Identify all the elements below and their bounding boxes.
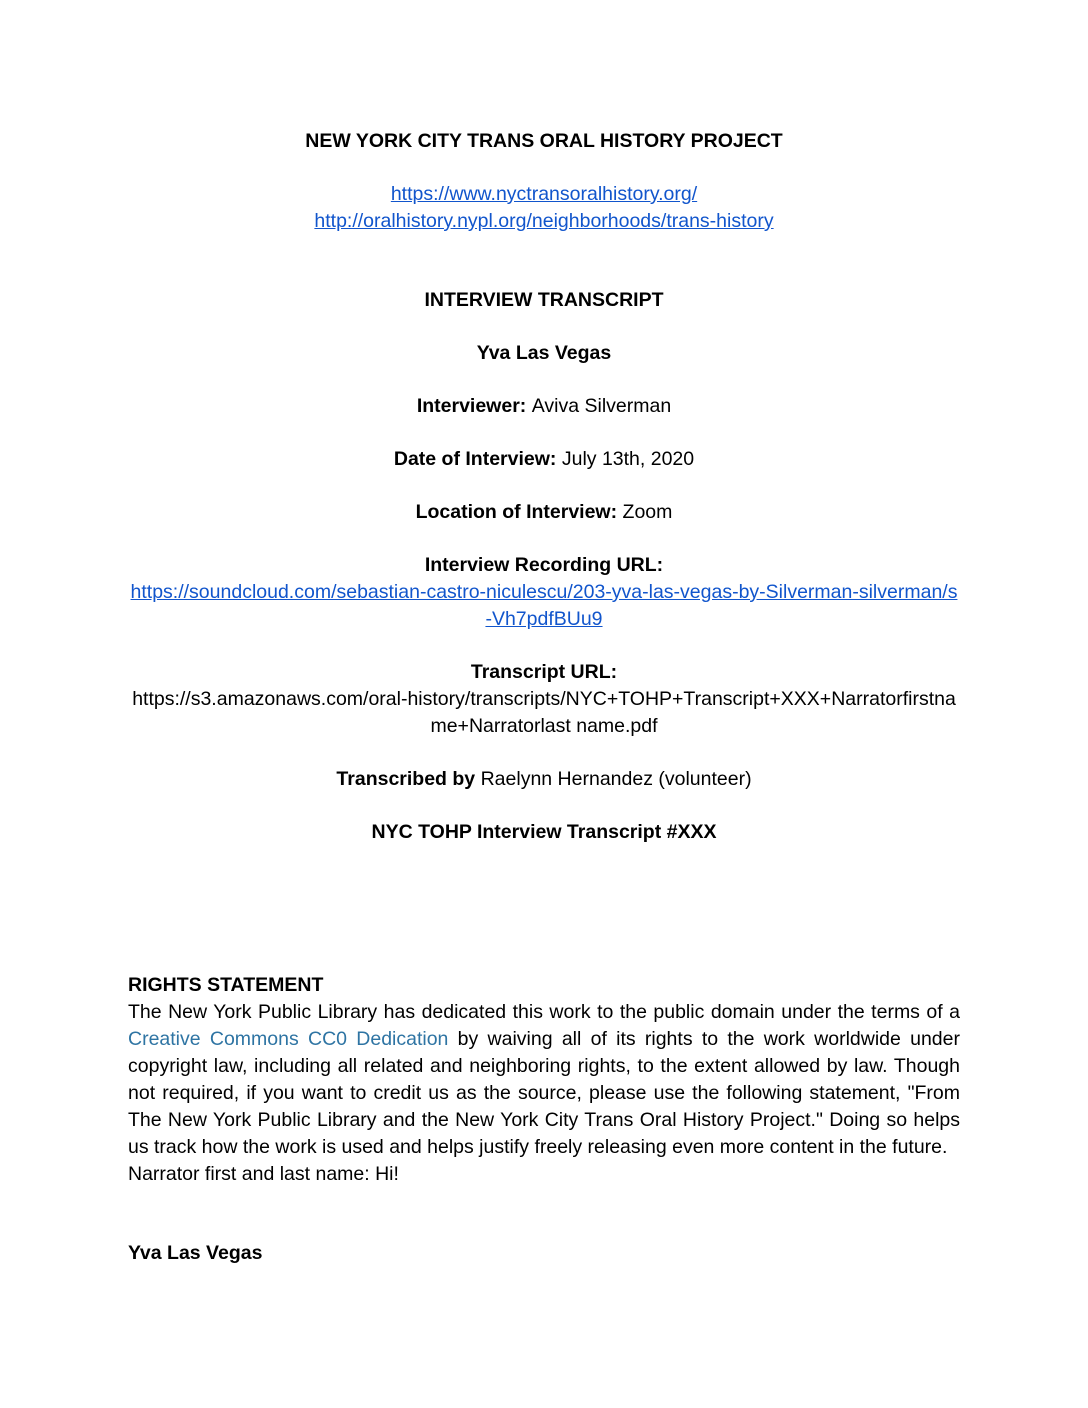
- creative-commons-cc0-link[interactable]: Creative Commons CC0 Dedication: [128, 1028, 449, 1050]
- rights-statement-heading: RIGHTS STATEMENT: [128, 974, 324, 996]
- transcribed-by-value: Raelynn Hernandez (volunteer): [480, 768, 752, 790]
- transcript-url-block: [128, 659, 960, 740]
- transcript-url-value: https://s3.amazonaws.com/oral-history/transcripts/NYC+TOHP+Transcript+XXX+Narratorfirstname+Narratorlast name.pdf: [132, 688, 956, 737]
- location-value: Zoom: [622, 501, 673, 523]
- rights-text-before-link: The New York Public Library has dedicated this work to the public domain under the terms of a: [128, 1001, 960, 1023]
- interview-transcript-heading: INTERVIEW TRANSCRIPT: [424, 289, 664, 311]
- date-line: [128, 446, 960, 473]
- transcribed-by-label: Transcribed by: [336, 768, 476, 790]
- link-line: [128, 181, 960, 208]
- spacer: [128, 235, 960, 287]
- interviewer-value: Aviva Silverman: [531, 395, 672, 417]
- spacer: [128, 872, 960, 972]
- interviewer-label: Interviewer:: [416, 395, 527, 417]
- date-value: July 13th, 2020: [561, 448, 695, 470]
- recording-url-label: Interview Recording URL:: [424, 554, 664, 576]
- document-title: NEW YORK CITY TRANS ORAL HISTORY PROJECT: [305, 130, 783, 152]
- transcribed-by-line: [128, 766, 960, 793]
- soundcloud-recording-link[interactable]: https://soundcloud.com/sebastian-castro-niculescu/203-yva-las-vegas-by-Silverman-silverman/s-Vh7pdfBUu9: [130, 581, 958, 630]
- rights-statement-section: [128, 972, 960, 1188]
- transcript-number: NYC TOHP Interview Transcript #XXX: [371, 821, 717, 843]
- location-line: [128, 499, 960, 526]
- nypl-neighborhoods-link[interactable]: http://oralhistory.nypl.org/neighborhoods/trans-history: [314, 210, 774, 232]
- link-line: [128, 208, 960, 235]
- date-label: Date of Interview:: [393, 448, 557, 470]
- speaker-name-footer: Yva Las Vegas: [128, 1242, 263, 1264]
- location-label: Location of Interview:: [415, 501, 618, 523]
- interviewer-line: [128, 393, 960, 420]
- spacer: [128, 1188, 960, 1240]
- site-links-block: [128, 181, 960, 235]
- recording-url-block: [128, 552, 960, 633]
- rights-text-after-link: by waiving all of its rights to the work worldwide under copyright law, including all related and neighboring rights, to the extent allowed by law. Though not required, if you want to credit us as the source, please use the following statement, "From The New York Public Library and the New York City Trans Oral History Project." Doing so helps us track how the work is used and helps justify freely releasing even more content in the future.: [128, 1028, 960, 1158]
- rights-statement-body: [128, 999, 960, 1161]
- narrator-name-line: Narrator first and last name: Hi!: [128, 1163, 399, 1185]
- transcript-url-label: Transcript URL:: [470, 661, 618, 683]
- nyctransoralhistory-link[interactable]: https://www.nyctransoralhistory.org/: [390, 183, 698, 205]
- narrator-name: Yva Las Vegas: [476, 342, 612, 364]
